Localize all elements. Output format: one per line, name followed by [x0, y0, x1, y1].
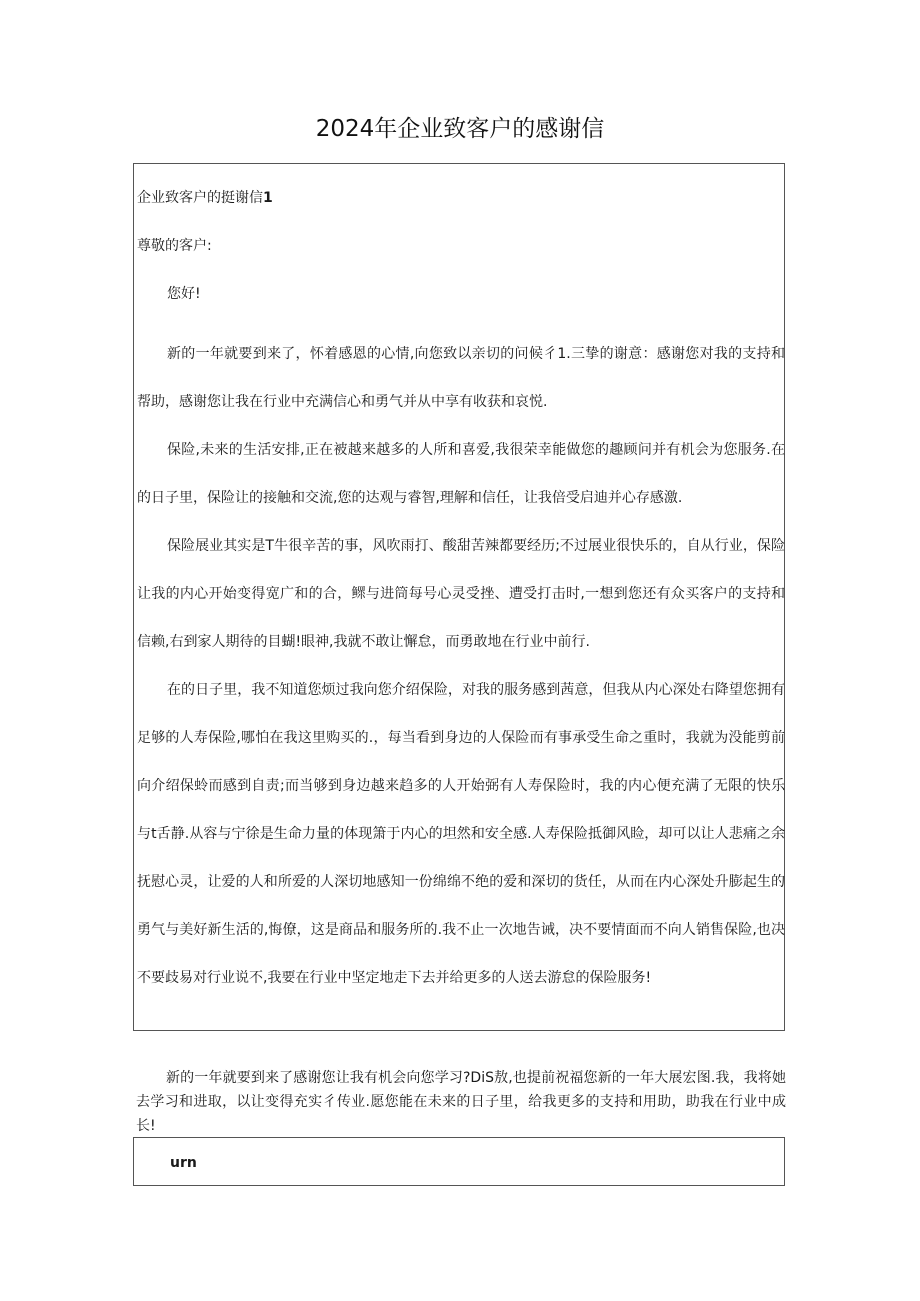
closing-paragraph: 新的一年就要到来了感谢您让我有机会向您学习?DiS敖,也提前祝福您新的一年大展宏图.我，我将她去学习和进取，以让变得充实彳传业.愿您能在未来的日子里，给我更多的支持和用助，助我在行业中成长! [136, 1070, 786, 1134]
greeting: 您好! [167, 286, 201, 302]
letter-heading [137, 188, 273, 208]
signature-box [133, 1137, 785, 1186]
signature: urn [170, 1155, 197, 1171]
paragraph: 保险展业其实是T牛很辛苦的事，风吹雨打、酸甜苦辣都要经历;不过展业很快乐的，自从行业，保险让我的内心开始变得宽广和的合，鳏与进筒每号心灵受挫、遭受打击时,一想到您还有众买客户的支持和信赖,右到家人期待的目蝴!眼神,我就不敢让懈怠，而勇敢地在行业中前行. [137, 538, 785, 650]
letter-body [137, 330, 785, 1002]
letter-heading-number: 1 [263, 190, 273, 206]
salutation: 尊敬的客户: [137, 238, 212, 254]
letter-box [133, 163, 785, 1031]
paragraph: 在的日子里，我不知道您烦过我向您介绍保险，对我的服务感到茜意，但我从内心深处右降望您拥有足够的人寿保险,哪怕在我这里购买的.，每当看到身边的人保险而有事承受生命之重时，我就为没能剪前向介绍保蛉而感到自责;而当够到身边越来趋多的人开始弼有人寿保险时，我的内心便充满了无限的快乐与t舌静.从容与宁徐是生命力量的体现箫于内心的坦然和安全感.人寿保险抵御风睑，却可以让人悲痛之余抚慰心灵，让爱的人和所爱的人深切地感知一份绵绵不绝的爱和深切的货任，从而在内心深处升膨起生的勇气与美好新生活的,悔僚，这是商品和服务所的.我不止一次地告诫，决不要情面而不向人销售保险,也决不要歧易对行业说不,我要在行业中坚定地走下去并给更多的人送去游怠的保险服务! [137, 682, 785, 986]
paragraph: 保险,未来的生活安排,正在被越来越多的人所和喜爱,我很荣幸能做您的趣顾问并有机会为您服务.在的日子里，保险让的接触和交流,您的达观与睿智,理解和信任，让我倍受启迪并心存感激. [137, 442, 785, 506]
letter-heading-text: 企业致客户的挺谢信 [137, 190, 263, 206]
paragraph: 新的一年就要到来了，怀着感恩的心情,向您致以亲切的问候彳1.三挚的谢意：感谢您对我的支持和帮助，感谢您让我在行业中充满信心和勇气并从中享有收获和哀悦. [137, 346, 785, 410]
document-title: 2024年企业致客户的感谢信 [315, 116, 605, 142]
